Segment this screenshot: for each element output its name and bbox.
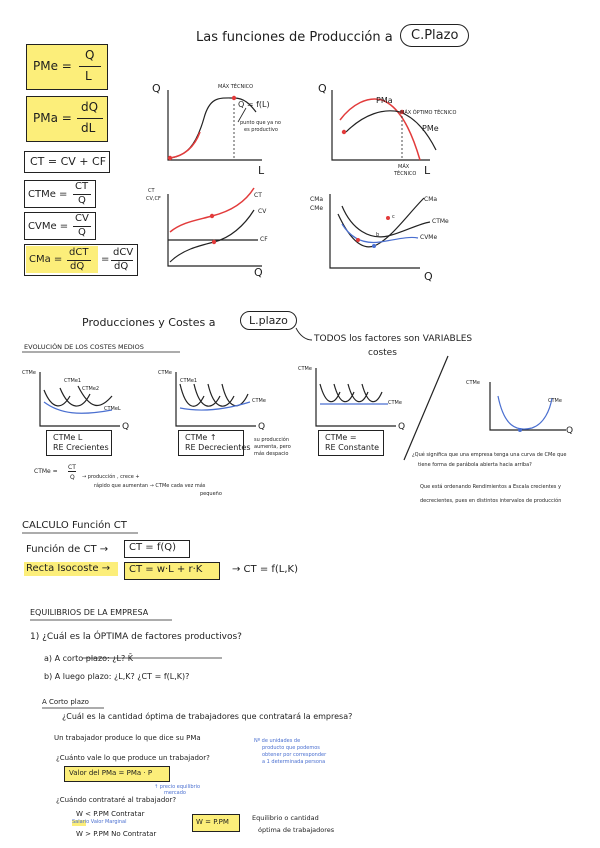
lp-g3-box1: CTMe =: [325, 433, 357, 442]
pma-num: dQ: [81, 100, 99, 114]
cvme-den: Q: [78, 227, 86, 238]
eq-b1-note1: Nº de unidades de: [254, 738, 301, 744]
title-boxed: C.Plazo: [400, 24, 469, 47]
eq-a: a) A corto plazo: ¿L? K̄: [44, 654, 134, 663]
page-title: Las funciones de Producción a: [196, 30, 393, 45]
graph2-y-label: Q: [318, 82, 327, 95]
calc-l2-rhs: → CT = f(L,K): [232, 564, 299, 575]
graph2-optimo-label: MÁX ÓPTIMO TÉCNICO: [400, 110, 457, 116]
eq-bullet-1: Un trabajador produce lo que dice su PMa: [54, 734, 201, 742]
lp-g2-n1: su producción: [254, 437, 289, 443]
graph1-red-segment: [170, 132, 200, 158]
calc-l1-lhs: Función de CT →: [26, 544, 109, 555]
lp-g3-y: CTMe: [298, 366, 312, 372]
ctme-num: CT: [75, 181, 89, 192]
ctme-lhs: CTMe =: [28, 189, 68, 200]
lp-g2-y: CTMe: [158, 370, 172, 376]
graph2-max1: MÁX: [398, 164, 410, 170]
lp-g1-c1: CTMe1: [64, 378, 82, 384]
lp-heading: Producciones y Costes a: [82, 316, 216, 329]
lp-note1: TODOS los factores son VARIABLES: [314, 334, 473, 344]
pme-den: L: [85, 69, 92, 83]
graph3-y2-label: CV,CF: [146, 196, 161, 202]
lp-divider: [404, 356, 448, 460]
pme-num: Q: [85, 48, 95, 62]
lp-g3-axes: [316, 368, 396, 426]
cvme-num: CV: [75, 213, 89, 224]
lp-g2-n2: aumenta, pero: [254, 444, 291, 450]
eq-note1: Equilibrio o cantidad: [252, 814, 319, 822]
eq-valor-text: Valor del PMa = PMa · P: [69, 769, 153, 777]
eq-q1: 1) ¿Cuál es la ÓPTIMA de factores productivos?: [30, 632, 242, 642]
eq-b: b) A luego plazo: ¿L,K? ¿CT = f(L,K)?: [44, 672, 190, 681]
lp-g1-c3: CTMeL: [104, 406, 121, 412]
eq-w-box: [192, 814, 240, 832]
graph4-axes: [330, 194, 420, 268]
graph3-x-label: Q: [254, 266, 263, 279]
lp-g4-y: CTMe: [466, 380, 480, 386]
graph4-cma-label: CMa: [424, 196, 438, 203]
lp-g4-c: CTMe: [548, 398, 562, 404]
lp-g2-box2: RE Decrecientes: [185, 443, 251, 452]
graph3-ct-label: CT: [254, 192, 262, 199]
lp-g1-y: CTMe: [22, 370, 36, 376]
graph2-x-label: L: [424, 164, 431, 177]
lp-g2-box1: CTMe ↑: [185, 433, 217, 442]
graph1-curve-label: Q = f(L): [238, 100, 270, 109]
eq-q2: ¿Cuál es la cantidad óptima de trabajadores que contratará la empresa?: [62, 712, 353, 721]
graph4-y2-label: CMe: [310, 205, 324, 212]
lp-g1-x: Q: [122, 422, 130, 432]
lp-g2-n3: más despacio: [254, 451, 289, 457]
graph3-axes: [168, 194, 262, 266]
eq-bullet-3: ¿Cuándo contrataré al trabajador?: [56, 796, 177, 804]
lp-g3-box: [318, 430, 384, 456]
graph4-point-c: c: [392, 214, 395, 220]
lp-g1-box: [46, 430, 112, 456]
lp-g1-box1: CTMe L: [53, 433, 83, 442]
eq-b1-note4: a 1 determinada persona: [262, 759, 326, 765]
lp-g1-c2: CTMe2: [82, 386, 100, 392]
eq-valor-note1: ↑ precio equilibrio: [154, 784, 201, 790]
graph1-y-label: Q: [152, 82, 161, 95]
graph1-note1: punto que ya no: [240, 120, 281, 126]
lp-g3-box2: RE Constante: [325, 443, 380, 452]
calc-l1-box-text: CT = f(Q): [129, 542, 177, 553]
eq-valor-box: [64, 766, 170, 782]
graph3-y1-label: CT: [148, 188, 155, 194]
cvme-lhs: CVMe =: [28, 221, 69, 232]
lp-g2-c2: CTMe: [252, 398, 266, 404]
calc-l2-lhs: Recta Isocoste →: [26, 563, 111, 574]
cma-num1: dCT: [69, 247, 89, 258]
graph1-max-label: MÁX TÉCNICO: [218, 84, 254, 90]
eq-note2: óptima de trabajadores: [258, 826, 335, 834]
graph4-cvme: [342, 224, 418, 242]
graph2-pme-label: PMe: [422, 124, 439, 133]
lp-note2: costes: [368, 348, 397, 358]
cma-den2: dQ: [114, 261, 129, 272]
ctme-den: Q: [78, 195, 86, 206]
graph2-pma-label: PMa: [376, 96, 393, 105]
graph4-y1-label: CMa: [310, 196, 324, 203]
graph1-note2: es productivo: [244, 127, 278, 133]
lp-g4-axes: [490, 382, 566, 430]
lp-g1-box2: RE Crecientes: [53, 443, 109, 452]
lp-answer-1: Que está ordenando Rendimientos a Escala crecientes y: [420, 484, 561, 490]
graph4-cvme-label: CVMe: [420, 234, 438, 241]
graph4-ctme: [342, 206, 430, 237]
pma-lhs: PMa =: [33, 111, 72, 125]
lp-g3-c2: CTMe: [388, 400, 402, 406]
graph4-ctme-label: CTMe: [432, 218, 449, 225]
eq-w1-note: Salario Valor Marginal: [72, 819, 127, 825]
calc-l2-box: [124, 562, 220, 580]
eq-w2: W > P.PM No Contratar: [76, 830, 157, 838]
lp-g2-x: Q: [258, 422, 266, 432]
lp-g2-c1: CTMe1: [180, 378, 198, 384]
lp-formula-lhs: CTMe =: [34, 468, 58, 475]
eq-bullet-2: ¿Cuánto vale lo que produce un trabajador?: [56, 754, 210, 762]
calc-heading: CALCULO Función CT: [22, 520, 127, 531]
graph2-max2: TÉCNICO: [394, 171, 417, 177]
eq-heading: EQUILIBRIOS DE LA EMPRESA: [30, 608, 149, 617]
eq-b1-note2: producto que podemos: [262, 745, 320, 751]
lp-f3: pequeño: [200, 491, 222, 497]
calc-l1-box: [124, 540, 190, 558]
eq-w-box-text: W = P.PM: [196, 818, 229, 826]
cma-den1: dQ: [70, 261, 85, 272]
eq-b1-note3: obtener por corresponder: [262, 752, 327, 758]
graph4-cma: [338, 198, 424, 247]
graph3-cv-label: CV: [258, 208, 267, 215]
eq-w1: W < P.PM Contratar: [76, 810, 145, 818]
lp-f2: rápido que aumentan → CTMe cada vez más: [94, 483, 206, 489]
lp-f1: → producción , crece +: [82, 474, 140, 480]
cma-num2: dCV: [113, 247, 134, 258]
cma-eq: =: [101, 254, 110, 265]
graph3-cf-label: CF: [260, 236, 268, 243]
lp-g2-box: [178, 430, 251, 456]
lp-answer-2: decrecientes, pues en distintos intervalos de producción: [420, 498, 562, 504]
lp-formula-den: Q: [70, 474, 75, 481]
lp-formula-num: CT: [68, 464, 76, 471]
graph1-x-label: L: [258, 164, 265, 177]
ct-text: CT = CV + CF: [30, 155, 107, 168]
pma-den: dL: [81, 121, 96, 135]
lp-boxed: L.plazo: [240, 311, 297, 330]
eq-valor-note2: mercado: [164, 790, 186, 796]
graph4-x-label: Q: [424, 270, 433, 283]
calc-l2-box-text: CT = w·L + r·K: [129, 564, 203, 575]
lp-g3-x: Q: [398, 422, 406, 432]
lp-question-1: ¿Qué significa que una empresa tenga una curva de CMe que: [412, 452, 567, 458]
lp-evolution: EVOLUCIÓN DE LOS COSTES MEDIOS: [24, 343, 144, 351]
lp-question-2: tiene forma de parábola abierta hacia arriba?: [418, 462, 532, 468]
lp-g4-x: Q: [566, 426, 574, 436]
graph4-point-b: b: [376, 232, 380, 238]
graph2-pma: [340, 99, 420, 160]
cma-lhs: CMa =: [29, 254, 63, 265]
eq-sub: A Corto plazo: [42, 698, 89, 706]
pme-lhs: PMe =: [33, 59, 72, 73]
